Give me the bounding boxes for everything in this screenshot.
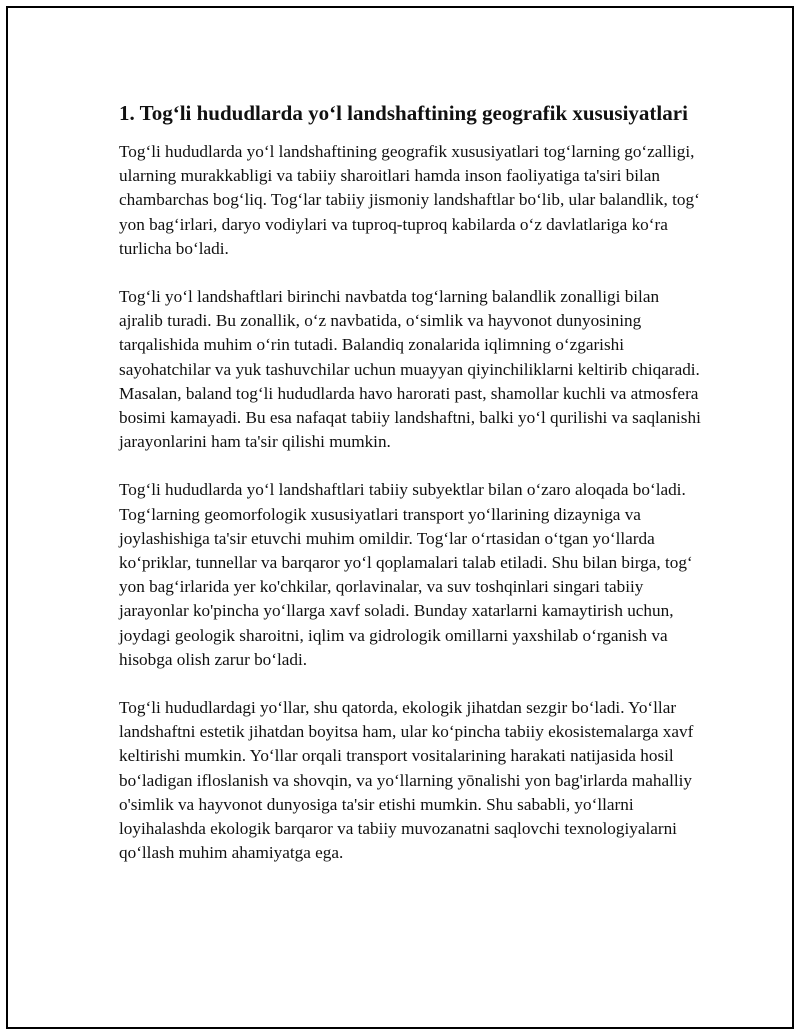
section-heading: 1. Tog‘li hududlarda yo‘l landshaftining geografik xususiyatlari xyxy=(119,101,688,125)
paragraph-2: Tog‘li yo‘l landshaftlari birinchi navbatda tog‘larning balandlik zonalligi bilan ajralib turadi. Bu zonallik, o‘z navbatida, o‘simlik va hayvonot dunyosining tarqalishida muhim o‘rin tutadi. Balandiq zonalarida iqlimning o‘zgarishi sayohatchilar va yuk tashuvchilar uchun muayyan qiyinchiliklarni keltirib chiqaradi. Masalan, baland tog‘li hududlarda havo harorati past, shamollar kuchli va atmosfera bosimi kamayadi. Bu esa nafaqat tabiiy landshaftni, balki yo‘l qurilishi va saqlanishi jarayonlarini ham ta'sir qilishi mumkin. xyxy=(119,287,701,452)
paragraph-3: Tog‘li hududlarda yo‘l landshaftlari tabiiy subyektlar bilan o‘zaro aloqada bo‘ladi. Tog‘larning geomorfologik xususiyatlari transport yo‘llarining dizayniga va joylashishiga ta'sir etuvchi muhim omildir. Tog‘lar o‘rtasidan o‘tgan yo‘llarda ko‘priklar, tunnellar va barqaror yo‘l qoplamalari talab etiladi. Shu bilan birga, tog‘ yon bag‘irlarida yer ko'chkilar, qorlavinalar, va suv toshqinlari singari tabiiy jarayonlar ko'pincha yo‘llarga xavf soladi. Bunday xatarlarni kamaytirish uchun, joydagi geologik sharoitni, iqlim va gidrologik omillarni yaxshilab o‘rganish va hisobga olish zarur bo‘ladi. xyxy=(119,480,693,669)
document-page xyxy=(6,6,794,1029)
document-body xyxy=(119,100,704,889)
paragraph-1: Tog‘li hududlarda yo‘l landshaftining geografik xususiyatlari tog‘larning go‘zalligi, ularning murakkabligi va tabiiy sharoitlari hamda inson faoliyatiga ta'siri bilan chambarchas bog‘liq. Tog‘lar tabiiy jismoniy landshaftlar bo‘lib, ular balandlik, tog‘ yon bag‘irlari, daryo vodiylari va tuproq-tuproq kabilarda o‘z davlatlariga ko‘ra turlicha bo‘ladi. xyxy=(119,142,700,258)
paragraph-4: Tog‘li hududlardagi yo‘llar, shu qatorda, ekologik jihatdan sezgir bo‘ladi. Yo‘llar landshaftni estetik jihatdan boyitsa ham, ular ko‘pincha tabiiy ekosistemalarga xavf keltirishi mumkin. Yo‘llar orqali transport vositalarining harakati natijasida hosil bo‘ladigan ifloslanish va shovqin, va yo‘llarning yōnalishi yon bag'irlarda mahalliy o'simlik va hayvonot dunyosiga ta'sir etishi mumkin. Shu sababli, yo‘llarni loyihalashda ekologik barqaror va tabiiy muvozanatni saqlovchi texnologiyalarni qo‘llash muhim ahamiyatga ega. xyxy=(119,698,694,863)
